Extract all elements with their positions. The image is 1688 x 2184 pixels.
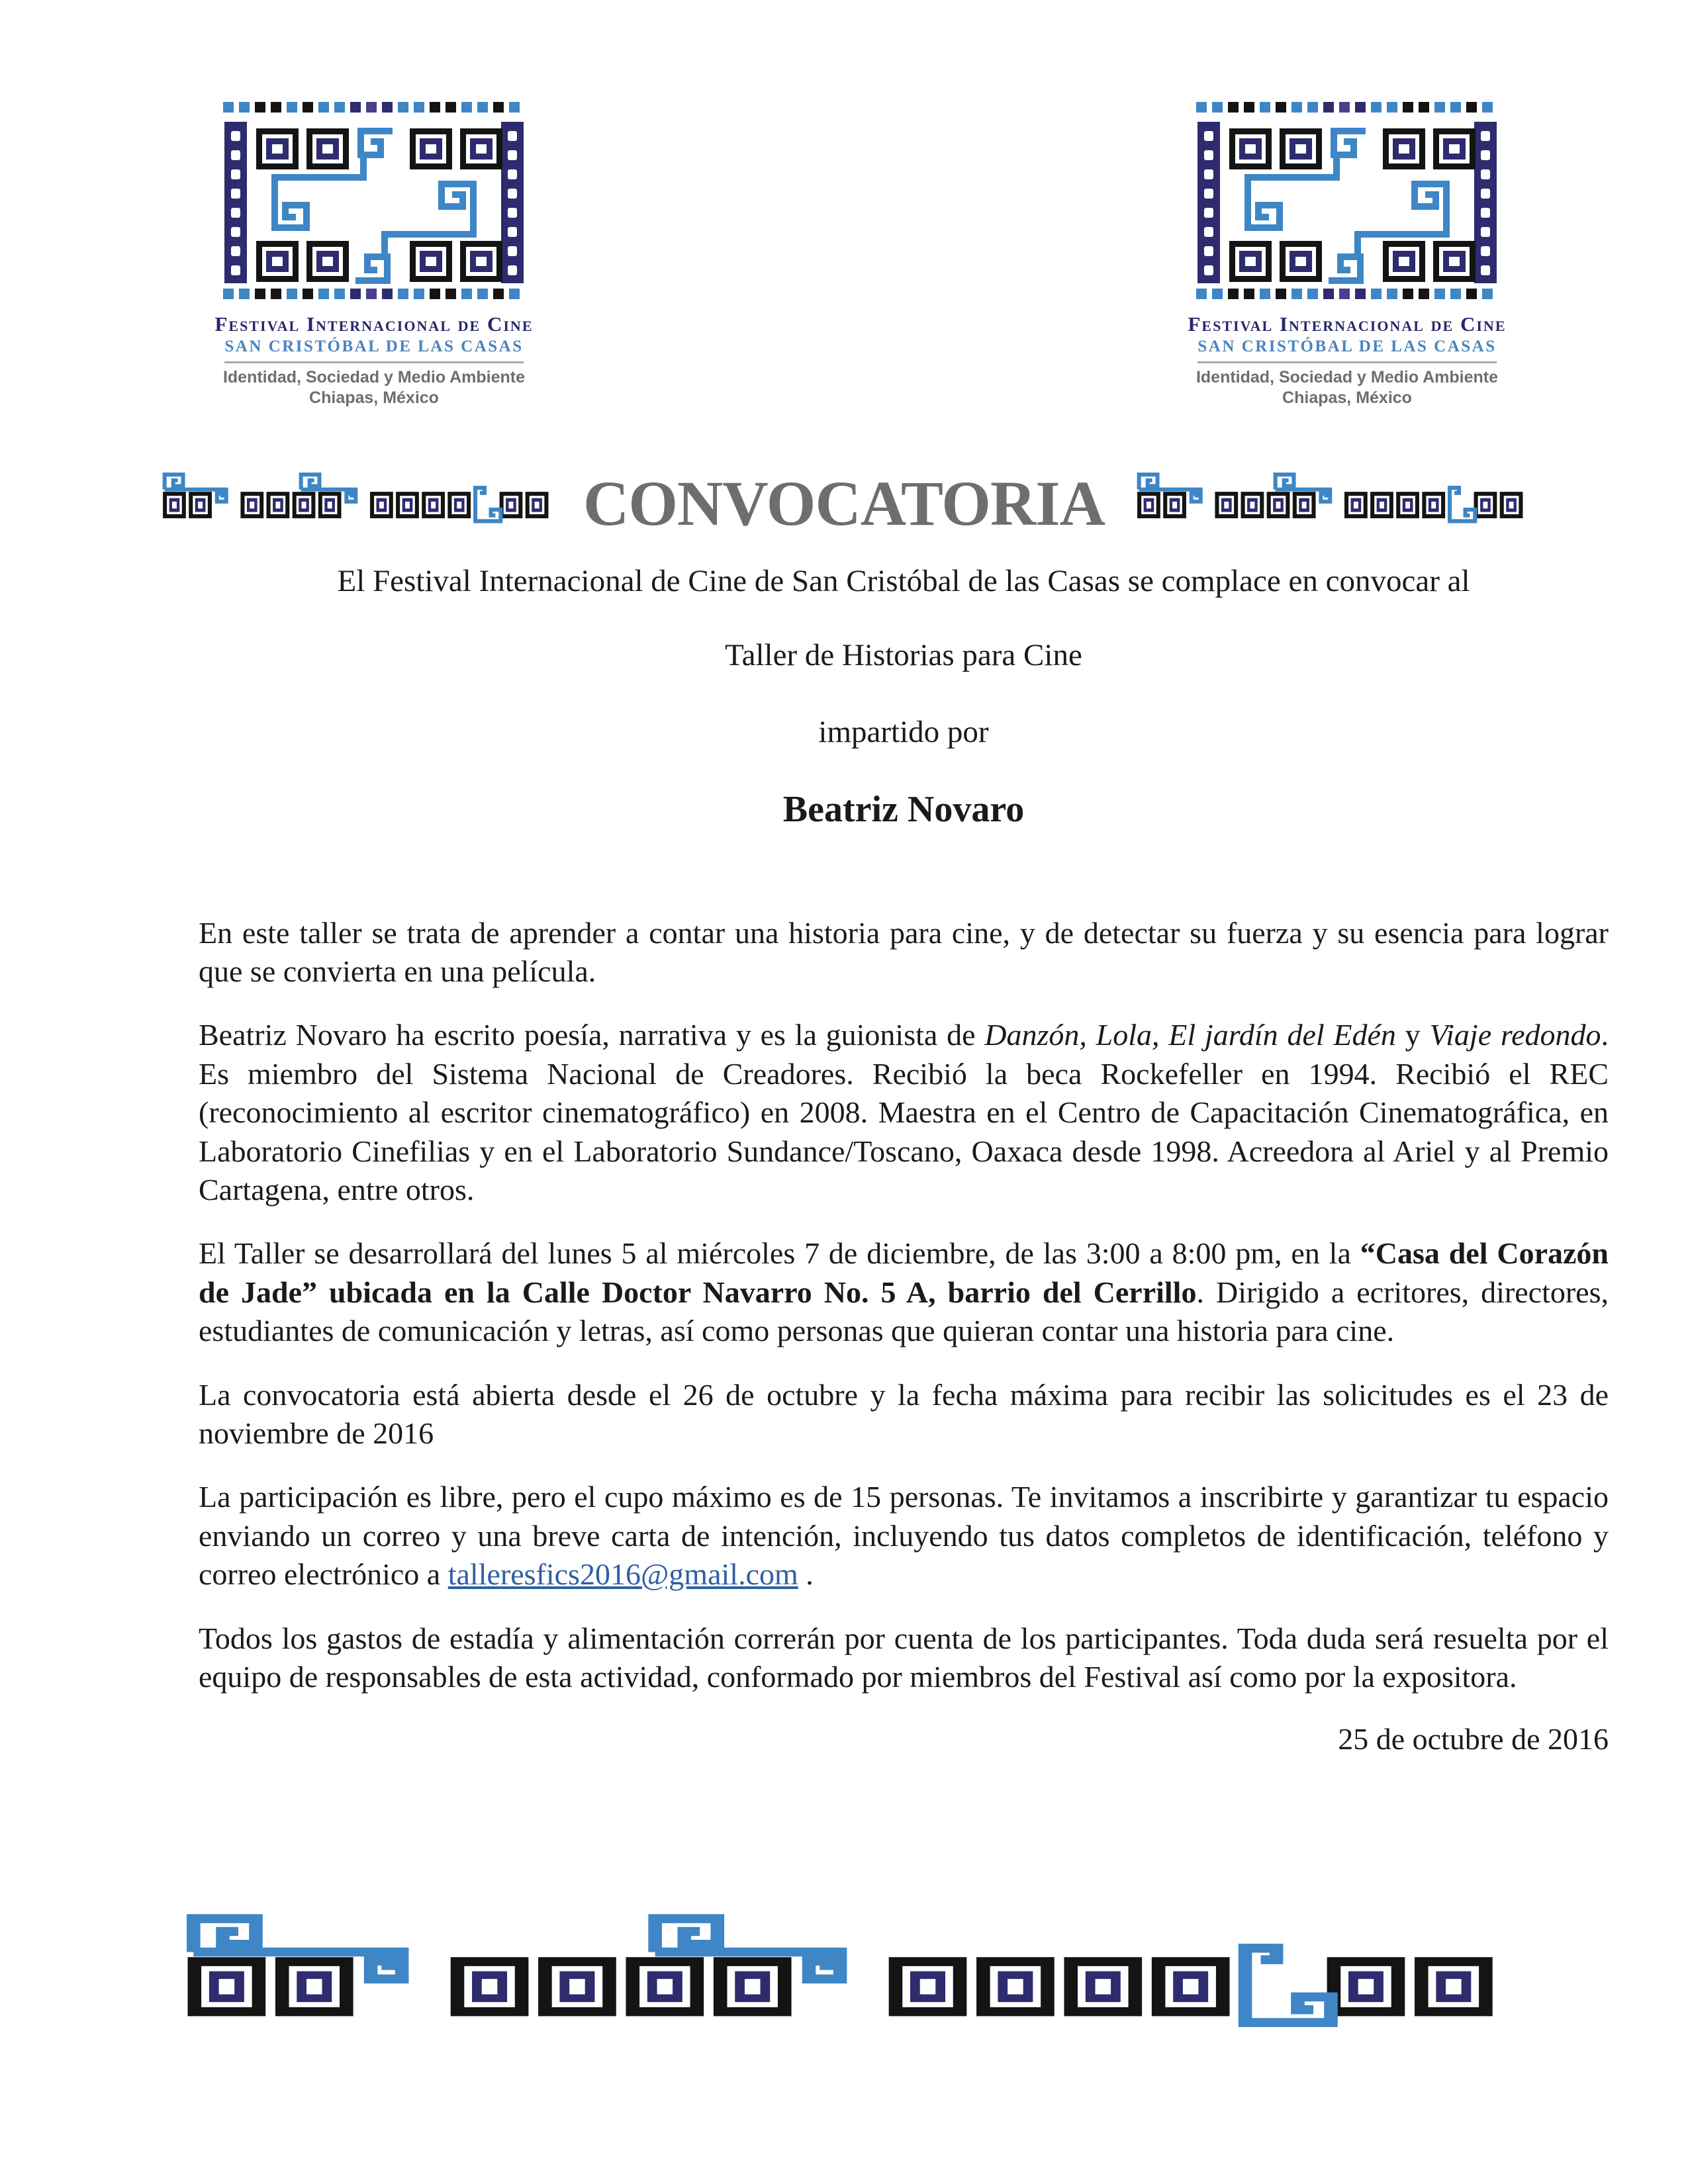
- bio-text: y: [1395, 1018, 1430, 1052]
- document-date: 25 de octubre de 2016: [1338, 1722, 1609, 1756]
- costs-text: Todos los gastos de estadía y alimentación correrán por cuenta de los participantes. Toda duda será resuelta por el equipo de responsables de esta actividad, conformado por miembros del Festival así como por la expositora.: [199, 1621, 1609, 1694]
- paragraph-schedule: [199, 1234, 1609, 1350]
- schedule-text: . Dirigido a ecritores, directores, estudiantes de comunicación y letras, así como personas que quieran contar una historia para cine.: [199, 1275, 1609, 1348]
- logo-location: Chiapas, México: [309, 388, 439, 408]
- intro-line: El Festival Internacional de Cine de San Cristóbal de las Casas se complace en convocar al: [337, 563, 1470, 598]
- bio-text: Beatriz Novaro ha escrito poesía, narrativa y es la guionista de: [199, 1018, 985, 1052]
- greca-frieze-bottom-icon: [172, 1899, 1516, 2066]
- logo-city-name: SAN CRISTÓBAL DE LAS CASAS: [1197, 338, 1497, 355]
- logo-festival-name: Festival Internacional de Cine: [214, 312, 534, 336]
- logo-festival-name: Festival Internacional de Cine: [1188, 312, 1507, 336]
- logo-divider: [1197, 361, 1497, 363]
- venue-address: “Casa del Corazón de Jade” ubicada en la Calle Doctor Navarro No. 5 A, barrio del Cerrillo: [199, 1236, 1609, 1309]
- paragraph-costs: [199, 1619, 1609, 1697]
- workshop-title: Taller de Historias para Cine: [725, 637, 1082, 672]
- instructor-name: Beatriz Novaro: [782, 788, 1025, 830]
- greca-frieze-left-icon: [158, 466, 555, 541]
- imparted-by-label: impartido por: [818, 714, 989, 749]
- logo-tagline: Identidad, Sociedad y Medio Ambiente: [222, 368, 526, 387]
- festival-logo-right: [1188, 98, 1507, 409]
- paragraph-bio: [199, 1016, 1609, 1209]
- deadline-text: La convocatoria está abierta desde el 26 de octubre y la fecha máxima para recibir las solicitudes es el 23 de noviembre de 2016: [199, 1377, 1609, 1450]
- document-body: [199, 914, 1609, 1757]
- paragraph-registration: [199, 1478, 1609, 1594]
- registration-text: La participación es libre, pero el cupo máximo es de 15 personas. Te invitamos a inscribirte y garantizar tu espacio enviando un correo y una breve carta de intención, incluyendo tus datos completos de identificación, teléfono y correo electrónico a: [199, 1480, 1609, 1592]
- logo-tagline: Identidad, Sociedad y Medio Ambiente: [1196, 368, 1499, 387]
- title-band: [0, 466, 1688, 541]
- bio-text: . Es miembro del Sistema Nacional de Creadores. Recibió la beca Rockefeller en 1994. Recibió el REC (reconocimiento al escritor cinematográfico) en 2008. Maestra en el Centro de Capacitación Cinematográfica, en Laboratorio Cinefilias y en el Laboratorio Sundance/Toscano, Oaxaca desde 1998. Acreedora al Ariel y al Premio Cartagena, entre otros.: [199, 1018, 1609, 1206]
- logo-city-name: SAN CRISTÓBAL DE LAS CASAS: [224, 338, 524, 355]
- page-title: CONVOCATORIA: [583, 467, 1105, 539]
- logo-divider: [224, 361, 524, 363]
- greca-frieze-right-icon: [1133, 466, 1530, 541]
- bio-film-titles: Danzón, Lola, El jardín del Edén: [984, 1018, 1396, 1052]
- paragraph-about: [199, 914, 1609, 991]
- bio-film-title-2: Viaje redondo: [1429, 1018, 1601, 1052]
- festival-greca-logo-icon: [222, 98, 526, 303]
- festival-logo-left: [214, 98, 534, 409]
- paragraph-about-text: En este taller se trata de aprender a contar una historia para cine, y de detectar su fuerza y su esencia para lograr que se convierta en una película.: [199, 915, 1609, 988]
- schedule-text: El Taller se desarrollará del lunes 5 al miércoles 7 de diciembre, de las 3:00 a 8:00 pm, en la: [199, 1236, 1360, 1271]
- logo-location: Chiapas, México: [1282, 388, 1412, 408]
- header-logos: [0, 0, 1688, 409]
- paragraph-deadline: [199, 1376, 1609, 1453]
- email-link[interactable]: talleresfics2016@gmail.com: [447, 1557, 798, 1592]
- festival-greca-logo-icon: [1195, 98, 1499, 303]
- registration-text: .: [798, 1557, 814, 1592]
- greca-frieze-bottom: [172, 1899, 1516, 2066]
